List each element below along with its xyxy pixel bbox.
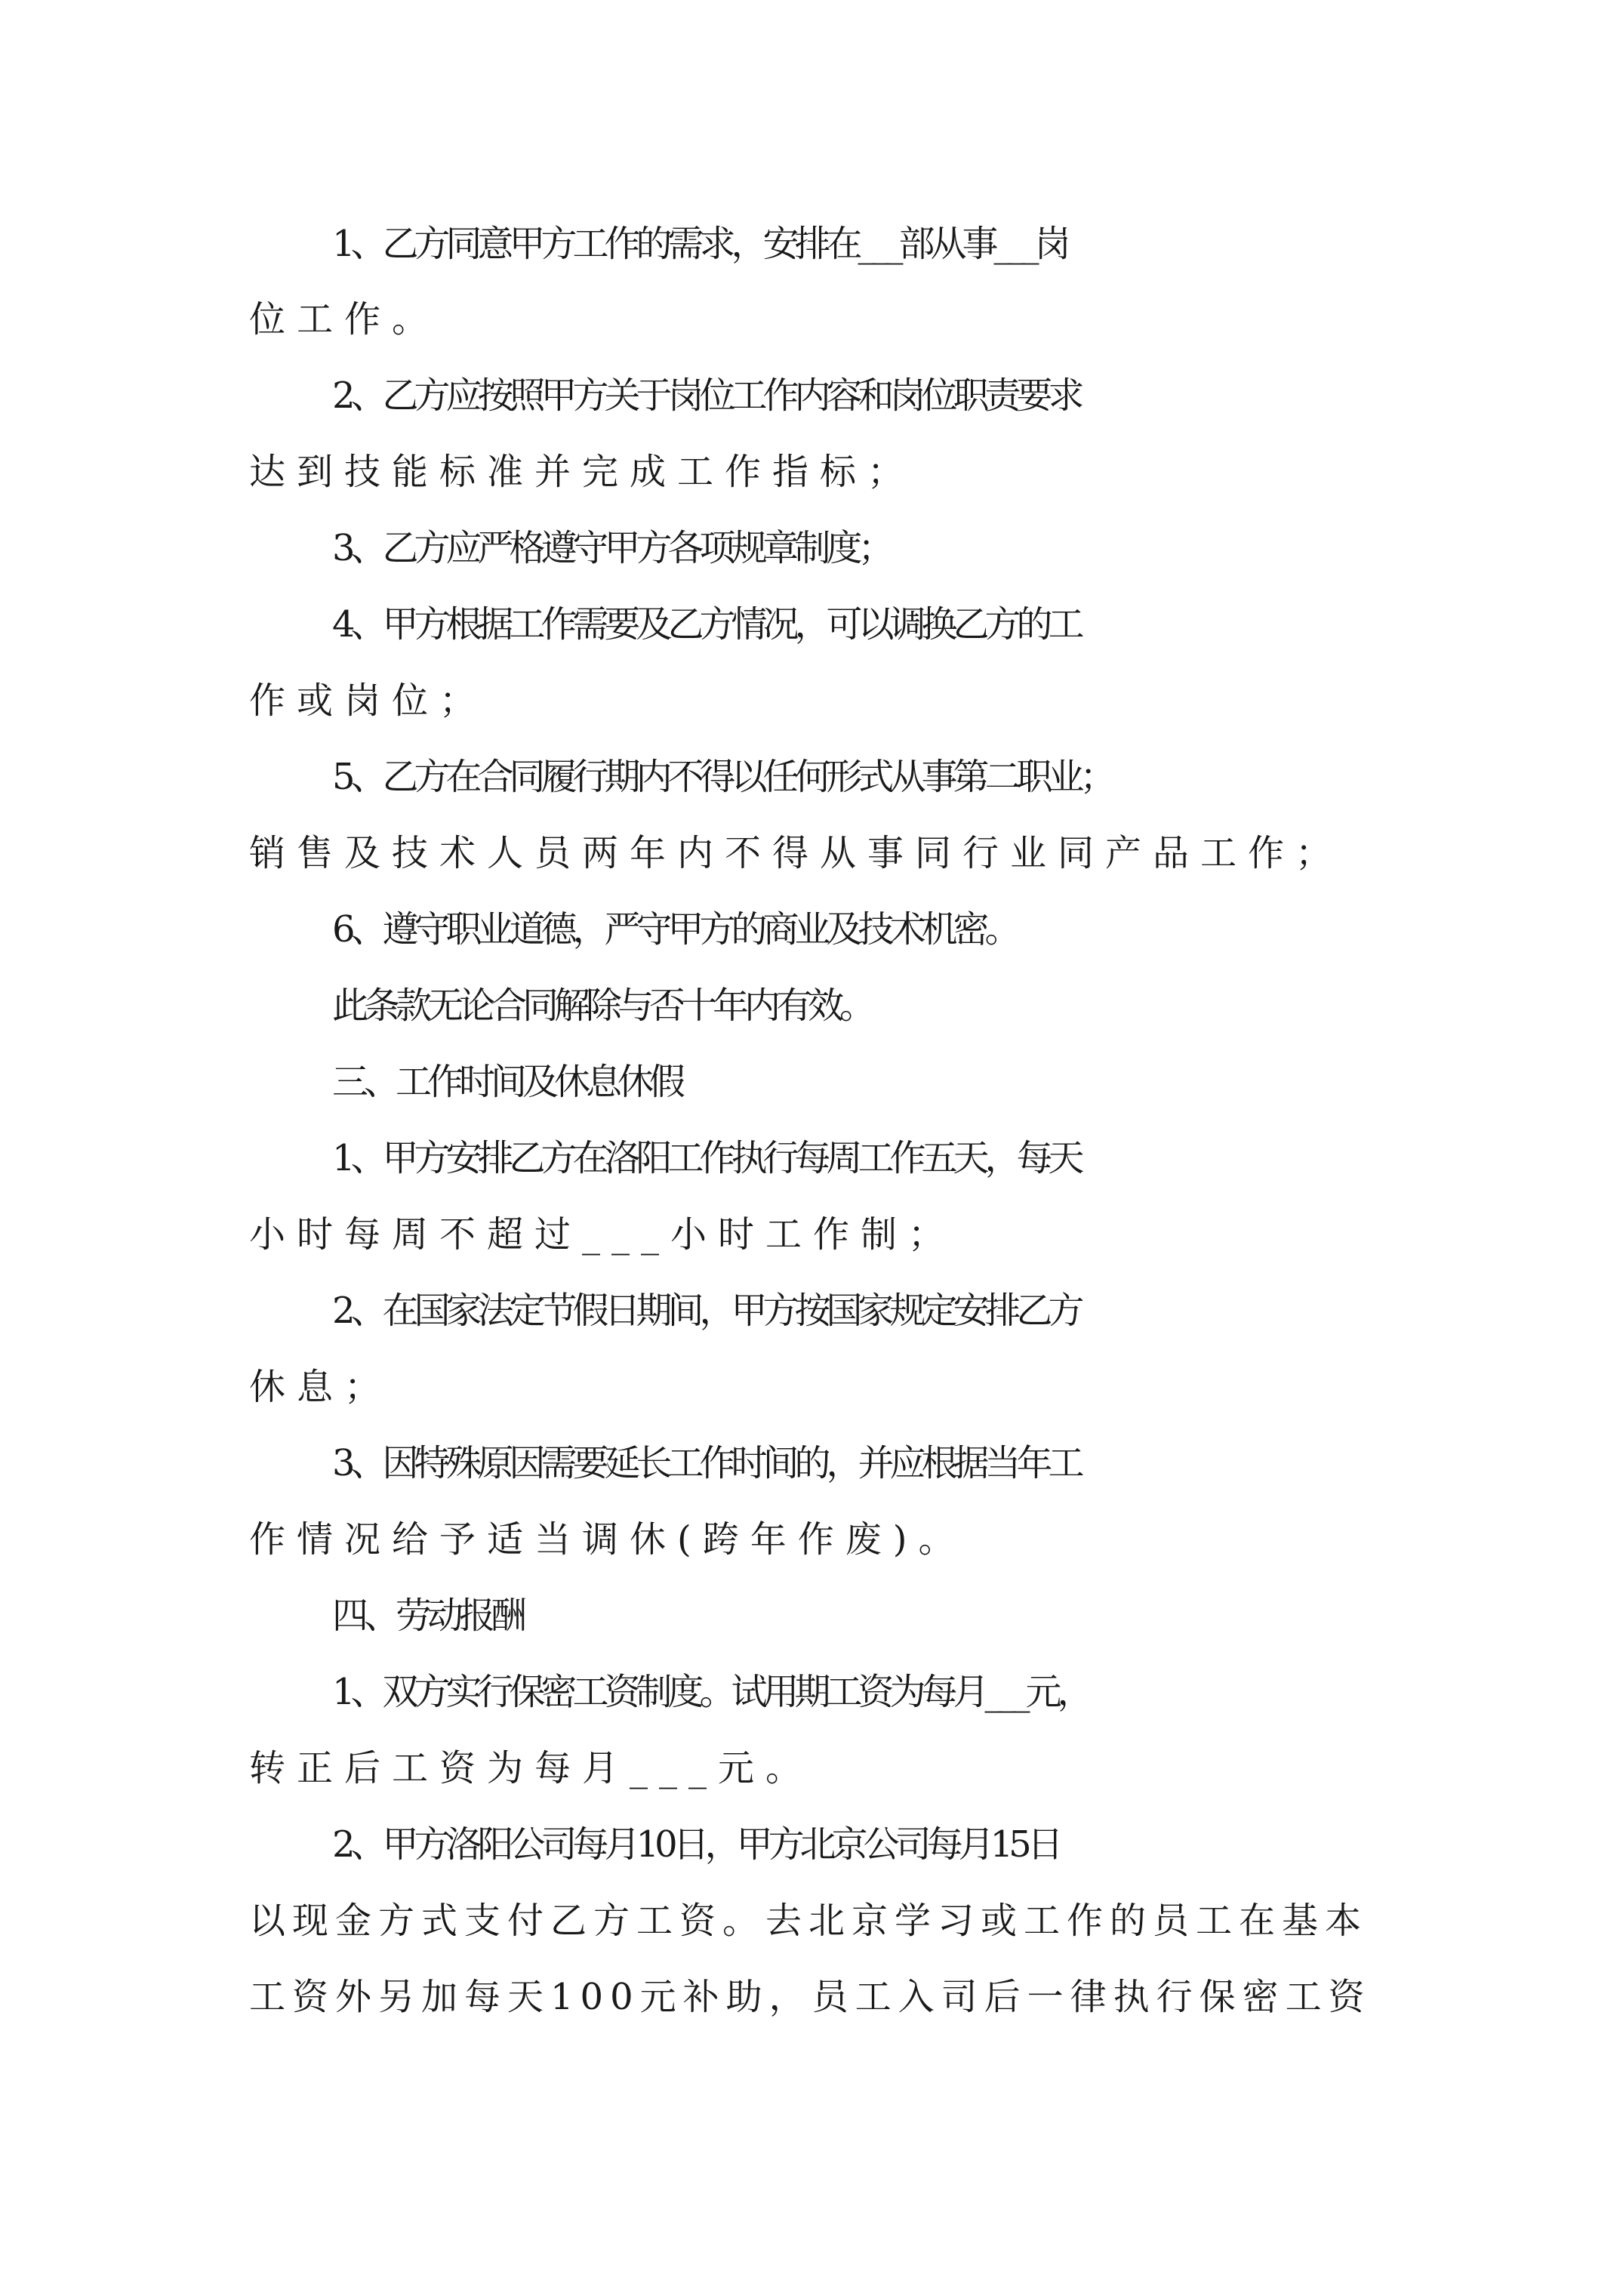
text-line: 4、甲方根据工作需要及乙方情况，可以调换乙方的工 (332, 603, 1080, 646)
text-line: 1、双方实行保密工资制度。试用期工资为每月___元， (332, 1671, 1089, 1713)
text-line: 小时每周不超过___小时工作制； (249, 1213, 956, 1256)
text-line: 转正后工资为每月___元。 (249, 1747, 814, 1789)
text-line: 3、乙方应严格遵守甲方各项规章制度； (332, 527, 890, 569)
text-line: 作情况给予适当调休(跨年作废)。 (249, 1518, 966, 1561)
text-line: 2、乙方应按照甲方关于岗位工作内容和岗位职责要求 (332, 374, 1080, 417)
text-line: 1、甲方安排乙方在洛阳工作执行每周工作五天，每天 (332, 1137, 1080, 1179)
text-line: 达到技能标准并完成工作指标； (249, 451, 916, 493)
section-heading: 三、工作时间及休息休假 (332, 1061, 682, 1103)
text-line: 休息； (249, 1366, 393, 1408)
text-line: 1、乙方同意甲方工作的需求，安排在___部从事___岗 (332, 223, 1067, 265)
text-line: 销售及技术人员两年内不得从事同行业同产品工作； (249, 832, 1344, 874)
text-line: 3、因特殊原因需要延长工作时间的，并应根据当年工 (332, 1442, 1080, 1484)
text-line: 2、在国家法定节假日期间，甲方按国家规定安排乙方 (332, 1290, 1080, 1332)
text-line: 作或岗位； (249, 680, 488, 722)
section-heading: 四、劳动报酬 (332, 1595, 523, 1637)
text-line: 5、乙方在合同履行期内不得以任何形式从事第二职业； (332, 756, 1112, 798)
text-line: 此条款无论合同解除与否十年内有效。 (332, 985, 872, 1027)
text-line: 工资外另加每天100元补助，员工入司后一律执行保密工资 (249, 1976, 1372, 2018)
text-line: 位工作。 (249, 298, 440, 341)
text-line: 6、遵守职业道德，严守甲方的商业及技术机密。 (332, 908, 1017, 951)
text-line: 以现金方式支付乙方工资。去北京学习或工作的员工在基本 (249, 1900, 1369, 1942)
text-line: 2、甲方洛阳公司每月10日，甲方北京公司每月15日 (332, 1823, 1059, 1866)
